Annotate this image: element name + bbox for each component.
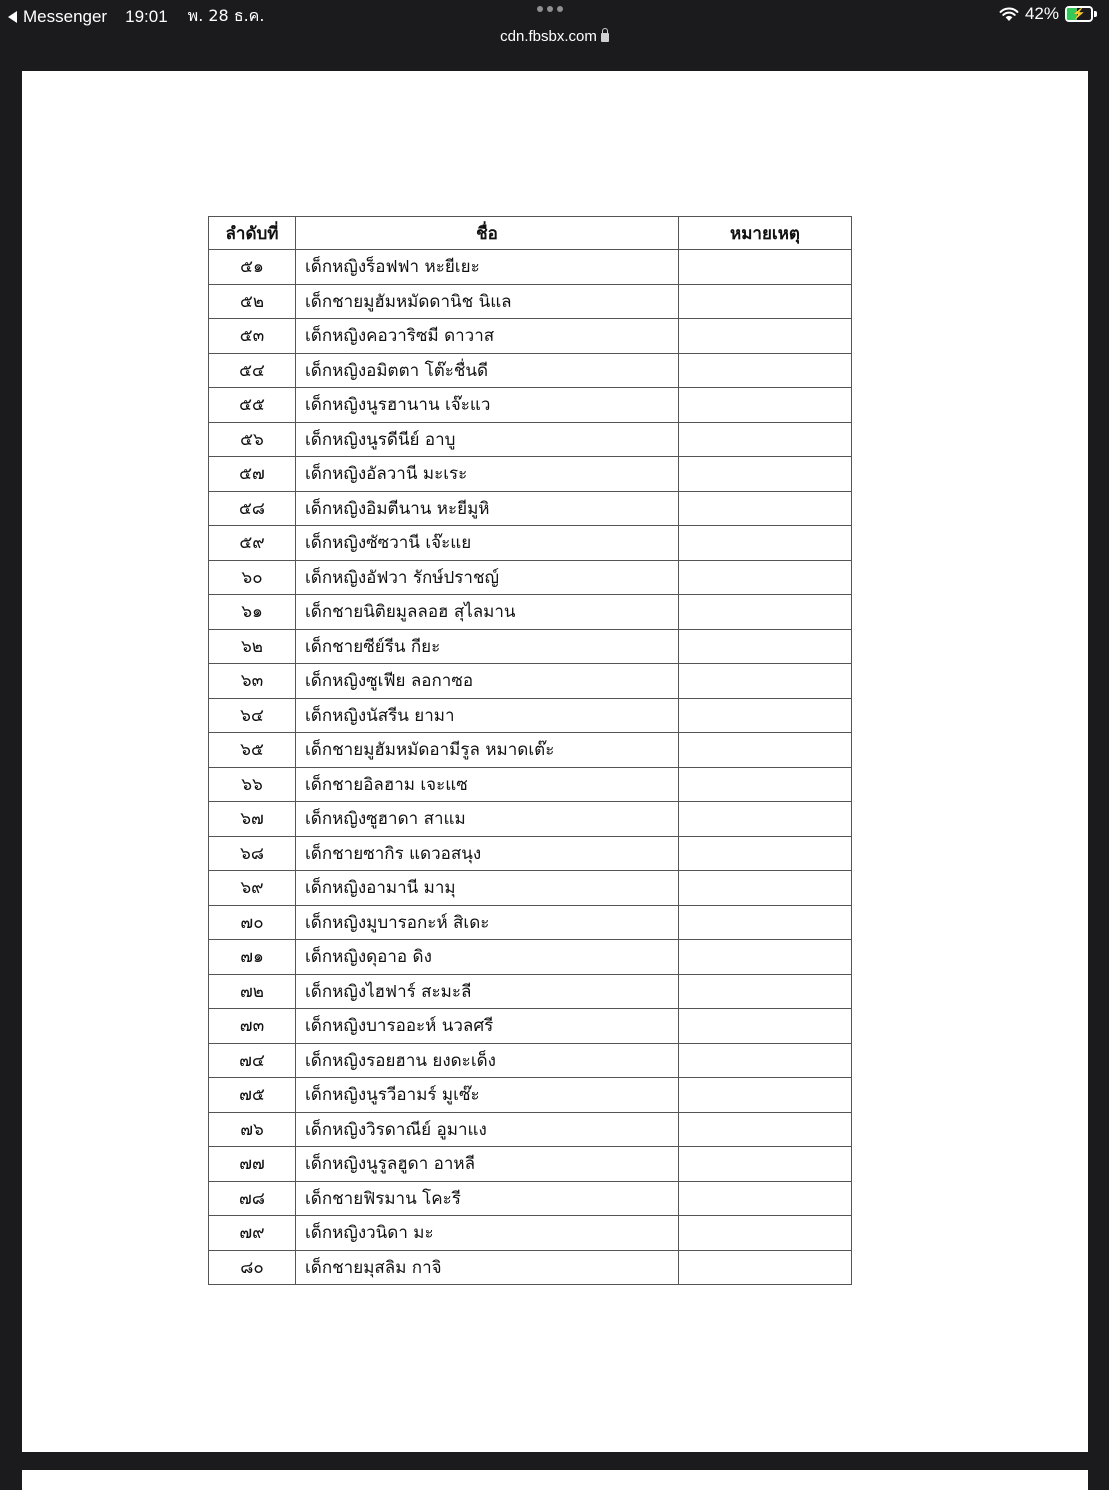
row-number: ๘๐: [209, 1250, 296, 1285]
table-row: [209, 1112, 852, 1147]
table-row: [209, 422, 852, 457]
status-time: 19:01: [125, 6, 168, 26]
row-number: ๕๖: [209, 422, 296, 457]
row-number: ๗๒: [209, 974, 296, 1009]
row-name: เด็กหญิงร็อฟฟา หะยีเยะ: [296, 250, 679, 285]
url-text[interactable]: cdn.fbsbx.com: [500, 28, 597, 45]
table-row: [209, 664, 852, 699]
row-note: [679, 422, 852, 457]
row-number: ๗๙: [209, 1216, 296, 1251]
row-note: [679, 319, 852, 354]
row-number: ๖๑: [209, 595, 296, 630]
table-row: [209, 491, 852, 526]
row-note: [679, 1009, 852, 1044]
status-bar: [0, 0, 1109, 52]
row-note: [679, 457, 852, 492]
row-note: [679, 1216, 852, 1251]
row-name: เด็กหญิงอัฟวา รักษ์ปราชญ์: [296, 560, 679, 595]
table-row: [209, 871, 852, 906]
row-note: [679, 1181, 852, 1216]
header-note: หมายเหตุ: [679, 217, 852, 250]
row-name: เด็กหญิงซูฮาดา สาแม: [296, 802, 679, 837]
row-note: [679, 629, 852, 664]
row-name: เด็กหญิงนูรดีนีย์ อาบู: [296, 422, 679, 457]
row-number: ๕๒: [209, 284, 296, 319]
row-note: [679, 491, 852, 526]
row-note: [679, 595, 852, 630]
row-note: [679, 560, 852, 595]
row-note: [679, 250, 852, 285]
document-page: [22, 71, 1088, 1452]
row-number: ๖๘: [209, 836, 296, 871]
row-note: [679, 526, 852, 561]
row-number: ๗๔: [209, 1043, 296, 1078]
row-note: [679, 802, 852, 837]
table-row: [209, 905, 852, 940]
status-indicators: [999, 4, 1097, 24]
row-name: เด็กชายมูฮัมหมัดดานิช นิแล: [296, 284, 679, 319]
row-name: เด็กหญิงไฮฟาร์ สะมะลี: [296, 974, 679, 1009]
row-note: [679, 664, 852, 699]
row-name: เด็กหญิงนูรูลฮูดา อาหลี: [296, 1147, 679, 1182]
row-number: ๗๘: [209, 1181, 296, 1216]
row-name: เด็กหญิงรอยฮาน ยงดะเด็ง: [296, 1043, 679, 1078]
table-row: [209, 698, 852, 733]
multitasking-dots-icon[interactable]: [537, 6, 563, 12]
table-row: [209, 319, 852, 354]
row-note: [679, 871, 852, 906]
back-to-app[interactable]: [8, 4, 264, 29]
row-name: เด็กหญิงคอวาริซมี ดาวาส: [296, 319, 679, 354]
row-number: ๗๑: [209, 940, 296, 975]
row-name: เด็กหญิงนูรฮานาน เจ๊ะแว: [296, 388, 679, 423]
row-name: เด็กหญิงวิรดาณีย์ อูมาแง: [296, 1112, 679, 1147]
row-note: [679, 698, 852, 733]
row-name: เด็กชายมูฮัมหมัดอามีรูล หมาดเต๊ะ: [296, 733, 679, 768]
row-number: ๗๕: [209, 1078, 296, 1113]
row-note: [679, 388, 852, 423]
row-note: [679, 284, 852, 319]
row-note: [679, 353, 852, 388]
row-number: ๗๐: [209, 905, 296, 940]
row-number: ๗๖: [209, 1112, 296, 1147]
row-number: ๖๖: [209, 767, 296, 802]
status-date: พ. 28 ธ.ค.: [187, 6, 265, 25]
battery-icon: ⚡: [1065, 6, 1093, 22]
row-number: ๕๗: [209, 457, 296, 492]
row-number: ๗๗: [209, 1147, 296, 1182]
table-row: [209, 526, 852, 561]
row-name: เด็กหญิงอัลวานี มะเระ: [296, 457, 679, 492]
table-row: [209, 767, 852, 802]
row-number: ๖๓: [209, 664, 296, 699]
row-name: เด็กหญิงซัซวานี เจ๊ะแย: [296, 526, 679, 561]
table-row: [209, 940, 852, 975]
row-name: เด็กหญิงอิมตีนาน หะยีมูหิ: [296, 491, 679, 526]
table-row: [209, 457, 852, 492]
table-row: [209, 353, 852, 388]
table-row: [209, 1216, 852, 1251]
row-number: ๖๐: [209, 560, 296, 595]
row-name: เด็กหญิงอมิตตา โต๊ะชื่นดี: [296, 353, 679, 388]
table-row: [209, 1147, 852, 1182]
row-name: เด็กหญิงวนิดา มะ: [296, 1216, 679, 1251]
table-row: [209, 284, 852, 319]
row-number: ๖๒: [209, 629, 296, 664]
row-number: ๖๕: [209, 733, 296, 768]
row-note: [679, 1043, 852, 1078]
address-bar[interactable]: [0, 28, 1109, 45]
table-row: [209, 1043, 852, 1078]
table-row: [209, 388, 852, 423]
row-number: ๕๘: [209, 491, 296, 526]
battery-percent: 42%: [1024, 4, 1059, 23]
row-name: เด็กหญิงซูเฟีย ลอกาซอ: [296, 664, 679, 699]
row-note: [679, 1078, 852, 1113]
row-number: ๖๗: [209, 802, 296, 837]
row-note: [679, 1147, 852, 1182]
table-header-row: [209, 217, 852, 250]
battery-cap: [1094, 11, 1097, 17]
row-name: เด็กชายซากิร แดวอสนุง: [296, 836, 679, 871]
row-name: เด็กชายซีย์รีน กียะ: [296, 629, 679, 664]
table-row: [209, 836, 852, 871]
table-row: [209, 629, 852, 664]
table-row: [209, 1250, 852, 1285]
back-arrow-icon[interactable]: [8, 11, 17, 23]
header-number: ลำดับที่: [209, 217, 296, 250]
table-row: [209, 1078, 852, 1113]
table-row: [209, 1009, 852, 1044]
row-name: เด็กหญิงมูบารอกะห์ สิเดะ: [296, 905, 679, 940]
row-number: ๖๙: [209, 871, 296, 906]
lock-icon: [601, 33, 609, 42]
row-note: [679, 733, 852, 768]
row-note: [679, 767, 852, 802]
next-document-page: [22, 1470, 1088, 1490]
row-note: [679, 905, 852, 940]
table-row: [209, 595, 852, 630]
row-number: ๕๔: [209, 353, 296, 388]
row-name: เด็กหญิงนัสรีน ยามา: [296, 698, 679, 733]
row-number: ๕๕: [209, 388, 296, 423]
row-note: [679, 836, 852, 871]
student-roster-table: [208, 216, 852, 1285]
row-number: ๖๔: [209, 698, 296, 733]
row-name: เด็กชายฟิรมาน โคะรี: [296, 1181, 679, 1216]
header-name: ชื่อ: [296, 217, 679, 250]
table-row: [209, 974, 852, 1009]
row-number: ๕๙: [209, 526, 296, 561]
row-note: [679, 1112, 852, 1147]
row-name: เด็กชายนิติยมูลลอฮ สุไลมาน: [296, 595, 679, 630]
table-row: [209, 560, 852, 595]
table-row: [209, 250, 852, 285]
table-row: [209, 733, 852, 768]
row-number: ๗๓: [209, 1009, 296, 1044]
row-name: เด็กชายอิลฮาม เจะแซ: [296, 767, 679, 802]
row-note: [679, 940, 852, 975]
row-name: เด็กหญิงนูรวีอามร์ มูเซ๊ะ: [296, 1078, 679, 1113]
row-name: เด็กชายมุสลิม กาจิ: [296, 1250, 679, 1285]
row-number: ๕๓: [209, 319, 296, 354]
table-row: [209, 1181, 852, 1216]
row-number: ๕๑: [209, 250, 296, 285]
wifi-icon: [999, 6, 1019, 22]
row-note: [679, 974, 852, 1009]
row-name: เด็กหญิงดุอาอ ดิง: [296, 940, 679, 975]
back-app-label[interactable]: Messenger: [23, 6, 108, 26]
row-name: เด็กหญิงอามานี มามุ: [296, 871, 679, 906]
table-row: [209, 802, 852, 837]
row-name: เด็กหญิงบารออะห์ นวลศรี: [296, 1009, 679, 1044]
row-note: [679, 1250, 852, 1285]
